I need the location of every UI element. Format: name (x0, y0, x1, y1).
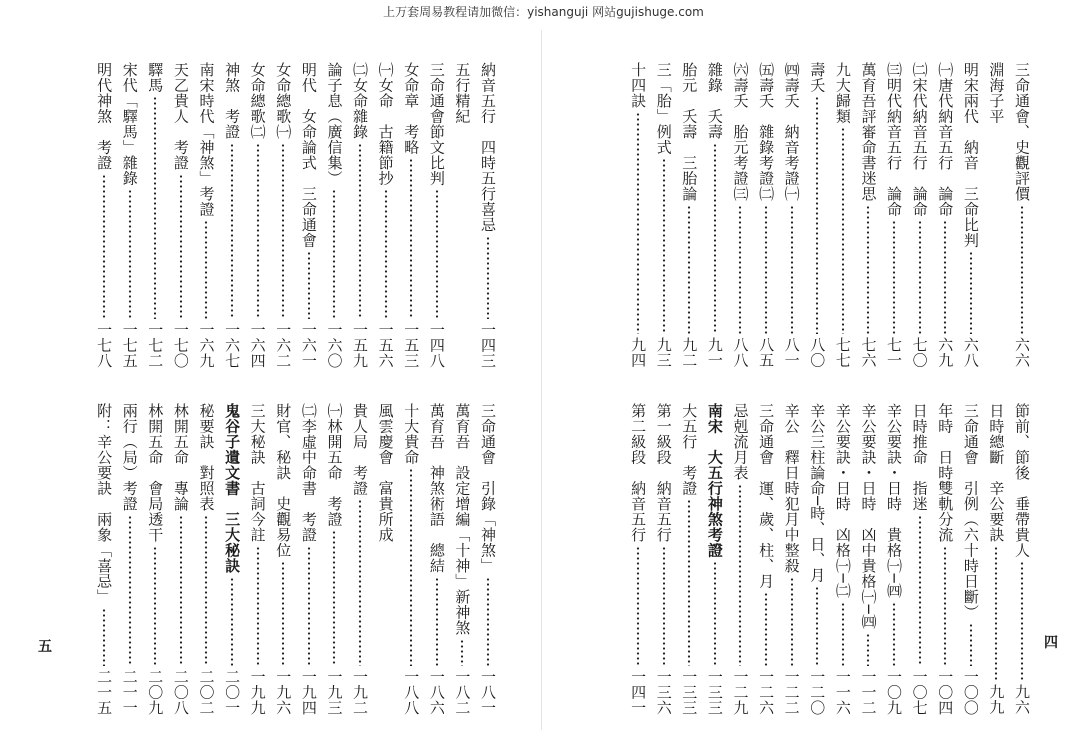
toc-entry-page: 一二〇 (808, 668, 827, 715)
toc-entry (807, 403, 827, 715)
toc-entry-page: 一三三 (705, 668, 724, 715)
dot-leader (679, 205, 699, 335)
toc-entry-title: 林開五命 會局透干 (146, 403, 165, 543)
toc-entry-title: 五行精紀 (453, 62, 472, 124)
toc-entry-page: 六六 (1013, 337, 1031, 368)
toc-entry-title: 辛公要訣・日時 凶中貴格㈠─㈣ (859, 403, 878, 630)
toc-entry-page: 一四三 (479, 321, 497, 368)
toc-entry-page: 一八八 (402, 668, 421, 715)
dot-leader (807, 586, 827, 665)
toc-entry-title: 日時推命 指迷 (910, 403, 929, 512)
toc-entry-title: 明代 女命論式 三命通會 (299, 62, 318, 248)
toc-entry-page: 八八 (731, 337, 750, 368)
toc-entry-title: 明代神煞 考證 (95, 62, 114, 171)
toc-entry (273, 62, 293, 368)
toc-entry (171, 403, 191, 715)
left-page-top-column-group (78, 62, 498, 368)
toc-entry-page: 一三三 (680, 668, 699, 715)
dot-leader (427, 189, 447, 319)
dot-leader (324, 530, 344, 666)
toc-entry-title: 忌剋流月表 (731, 403, 750, 481)
toc-entry-page: 一八一 (479, 668, 497, 715)
toc-entry-title: 財官、秘訣 史觀易位 (274, 403, 293, 558)
toc-entry (935, 62, 955, 368)
dot-leader (730, 205, 750, 335)
toc-entry-page: 七七 (833, 337, 852, 368)
dot-leader (452, 639, 472, 666)
dot-leader (299, 251, 319, 319)
toc-entry (884, 403, 904, 715)
toc-entry-title: 女命章 考略 (402, 62, 421, 155)
toc-entry (478, 62, 498, 368)
toc-entry-page: 一一六 (833, 668, 852, 715)
toc-entry-title: 三命通會 運、歲、柱、月 (757, 403, 776, 589)
dot-leader (833, 602, 853, 666)
toc-entry (833, 62, 853, 368)
toc-entry-title: ㈠女命 古籍節抄 (376, 62, 395, 186)
toc-entry-title: 驛馬 (146, 62, 165, 93)
toc-entry-title: 日時總斷 辛公要訣 (987, 403, 1006, 543)
toc-entry-page: 二一五 (95, 668, 114, 715)
toc-entry (196, 62, 216, 368)
toc-entry (120, 62, 140, 368)
toc-entry-page: 一七五 (120, 321, 139, 368)
dot-leader (910, 515, 930, 666)
toc-entry-title: ㈡宋代納音五行 論命 (910, 62, 929, 217)
dot-leader (858, 633, 878, 666)
toc-entry-title: 十大貴命 (402, 403, 421, 465)
toc-entry-page: 九六 (1013, 684, 1031, 715)
toc-entry-title: 三命通會 引例（六十時日斷） (961, 403, 980, 620)
toc-entry-title: 論子息（廣信集） (325, 62, 344, 186)
toc-entry-page: 一九三 (325, 668, 344, 715)
toc-entry (376, 403, 396, 715)
toc-entry (248, 403, 268, 715)
toc-entry (324, 62, 344, 368)
toc-entry (145, 62, 165, 368)
dot-leader (222, 143, 242, 319)
toc-entry-page: 一四一 (629, 668, 648, 715)
dot-leader (654, 546, 674, 666)
toc-entry-title: ㈢明代納音五行 論命 (885, 62, 904, 217)
toc-entry (679, 62, 699, 368)
toc-entry-page: 七六 (859, 337, 878, 368)
dot-leader (910, 220, 930, 334)
toc-entry-title: ㈡女命雜錄 (351, 62, 370, 140)
toc-entry (910, 403, 930, 715)
toc-entry (145, 403, 165, 715)
toc-entry (628, 62, 648, 368)
toc-entry (171, 62, 191, 368)
dot-leader (1012, 561, 1032, 681)
toc-entry (654, 403, 674, 715)
dot-leader (807, 96, 827, 334)
dot-leader (248, 143, 268, 319)
dot-leader (222, 577, 242, 666)
toc-entry-page: 八一 (782, 337, 801, 368)
toc-entry (273, 403, 293, 715)
dot-leader (705, 143, 725, 335)
right-page-top-column-group (612, 62, 1032, 368)
toc-entry-title: 天乙貴人 考證 (171, 62, 190, 171)
toc-entry-page: 一九六 (274, 668, 293, 715)
toc-entry-page: 一六七 (223, 321, 242, 368)
dot-leader (679, 499, 699, 666)
toc-entry (858, 62, 878, 368)
toc-entry-title: 雜錄 夭壽 (705, 62, 724, 140)
dot-leader (401, 468, 421, 666)
dot-leader (478, 236, 498, 319)
toc-entry-page: 八五 (757, 337, 776, 368)
toc-entry-title: 秘要訣 對照表 (197, 403, 216, 512)
toc-entry-page: 九四 (629, 337, 648, 368)
toc-entry-page: 一六二 (274, 321, 293, 368)
toc-entry-page: 一二六 (757, 668, 776, 715)
toc-entry-page: 二〇九 (146, 668, 165, 715)
toc-entry-page: 一七二 (146, 321, 165, 368)
toc-entry-title: 萬育吾 設定增編「十神」新神煞 (453, 403, 472, 636)
toc-entry (427, 403, 447, 715)
toc-entry (756, 403, 776, 715)
toc-entry (350, 403, 370, 715)
toc-entry-title: 三命通會 引錄「神煞」 (479, 403, 497, 574)
right-page-number: 四 (1044, 635, 1058, 651)
book-spine (541, 30, 542, 730)
toc-entry (935, 403, 955, 715)
toc-entry (807, 62, 827, 368)
dot-leader (427, 577, 447, 666)
toc-entry-title: 風雲慶會 富貴所成 (376, 403, 395, 543)
dot-leader (705, 561, 725, 666)
toc-entry (452, 403, 472, 715)
toc-entry (120, 403, 140, 715)
dot-leader (654, 158, 674, 334)
toc-entry-page: 七一 (885, 337, 904, 368)
toc-entry-title: 兩行（局）考證 (120, 403, 139, 512)
toc-entry-page: 一九二 (351, 668, 370, 715)
toc-entry-title: 神煞 考證 (223, 62, 242, 140)
toc-entry-page: 一七八 (95, 321, 114, 368)
toc-entry-title: 三命通會節文比判 (427, 62, 446, 186)
toc-entry (478, 403, 498, 715)
toc-entry-title: 第二級段 納音五行 (629, 403, 648, 543)
toc-entry-title: 鬼谷子遺文書 三大秘訣 (223, 403, 242, 574)
toc-entry-title: 第一級段 納音五行 (654, 403, 673, 543)
toc-entry (910, 62, 930, 368)
toc-entry (705, 403, 725, 715)
toc-entry (986, 403, 1006, 715)
toc-entry (401, 403, 421, 715)
toc-entry (94, 62, 114, 368)
dot-leader (94, 608, 114, 666)
toc-entry (730, 403, 750, 715)
toc-entry-title: 萬育吾評審命書迷思 (859, 62, 878, 202)
toc-entry-page: 七〇 (910, 337, 929, 368)
dot-leader (935, 220, 955, 334)
toc-entry-page: 一六一 (299, 321, 318, 368)
toc-entry-page: 二〇二 (197, 668, 216, 715)
toc-entry (884, 62, 904, 368)
toc-entry-page: 九二 (680, 337, 699, 368)
toc-entry (628, 403, 648, 715)
toc-entry-page: 一七〇 (171, 321, 190, 368)
toc-entry-page: 一六四 (248, 321, 267, 368)
toc-entry-title: 明宋兩代 納音 三命比判 (961, 62, 980, 248)
dot-leader (628, 112, 648, 335)
toc-entry-page: 一二二 (782, 668, 801, 715)
toc-entry-page: 二〇一 (223, 668, 242, 715)
toc-entry-page: 一二九 (731, 668, 750, 715)
dot-leader (376, 189, 396, 319)
dot-leader (120, 515, 140, 666)
dot-leader (884, 220, 904, 334)
toc-entry-page: 一〇〇 (961, 668, 980, 715)
toc-entry-page: 一九四 (299, 668, 318, 715)
dot-leader (145, 546, 165, 666)
toc-entry-page: 九九 (987, 684, 1006, 715)
toc-entry (299, 62, 319, 368)
toc-entry-title: 女命總歌㈠ (274, 62, 293, 140)
toc-entry-title: 女命總歌㈡ (248, 62, 267, 140)
toc-entry-title: 林開五命 專論 (171, 403, 190, 512)
toc-entry-page: 一八六 (427, 668, 446, 715)
dot-leader (120, 189, 140, 319)
toc-entry (196, 403, 216, 715)
dot-leader (782, 577, 802, 666)
toc-entry-page: 一六〇 (325, 321, 344, 368)
dot-leader (730, 484, 750, 666)
toc-entry (679, 403, 699, 715)
toc-entry-page: 一八二 (453, 668, 472, 715)
toc-entry (961, 62, 981, 368)
dot-leader (782, 205, 802, 335)
toc-entry-title: ㈡李虛中命書 考證 (299, 403, 318, 543)
left-page-number: 五 (38, 639, 52, 655)
left-page-bottom-column-group (78, 403, 498, 715)
toc-entry (299, 403, 319, 715)
toc-entry (222, 403, 242, 715)
toc-entry (324, 403, 344, 715)
toc-entry (730, 62, 750, 368)
toc-entry (376, 62, 396, 368)
dot-leader (196, 515, 216, 666)
dot-leader (324, 189, 344, 319)
toc-entry-page: 一〇四 (936, 668, 955, 715)
toc-entry-page: 九一 (705, 337, 724, 368)
toc-entry (222, 62, 242, 368)
dot-leader (986, 546, 1006, 682)
toc-entry-title: 南宋時代「神煞」考證 (197, 62, 216, 217)
toc-entry (756, 62, 776, 368)
dot-leader (858, 205, 878, 335)
toc-entry-page: 一六九 (197, 321, 216, 368)
toc-entry (858, 403, 878, 715)
dot-leader (145, 96, 165, 319)
toc-entry-page: 六九 (936, 337, 955, 368)
dot-leader (273, 561, 293, 666)
toc-entry-title: 辛公要訣・日時 凶格㈠─㈡ (833, 403, 852, 599)
toc-entry (427, 62, 447, 368)
toc-entry-page: 八〇 (808, 337, 827, 368)
dot-leader (171, 515, 191, 666)
toc-entry-title: 納音五行 四時五行喜忌 (479, 62, 497, 233)
dot-leader (196, 220, 216, 319)
toc-entry (782, 403, 802, 715)
toc-entry-title: ㈠林開五命 考證 (325, 403, 344, 527)
toc-entry-title: ㈣壽夭 納音考證㈠ (782, 62, 801, 202)
toc-entry-title: ㈥壽夭 胎元考證㈢ (731, 62, 750, 202)
toc-entry (986, 62, 1006, 368)
dot-leader (833, 127, 853, 334)
dot-leader (756, 592, 776, 666)
toc-entry-title: 宋代「驛馬」雜錄 (120, 62, 139, 186)
toc-entry (94, 403, 114, 715)
toc-entry-title: 萬育吾 神煞術語 總結 (427, 403, 446, 574)
dot-leader (94, 174, 114, 319)
toc-entry-title: 十四訣 (629, 62, 648, 109)
toc-entry (401, 62, 421, 368)
dot-leader (350, 143, 370, 319)
right-page-bottom-column-group (612, 403, 1032, 715)
dot-leader (171, 174, 191, 319)
toc-entry-title: 貴人局 考證 (351, 403, 370, 496)
toc-entry-title: 九大歸類 (833, 62, 852, 124)
toc-entry-page: 一五三 (402, 321, 421, 368)
toc-entry (452, 62, 472, 368)
toc-entry-page: 一五六 (376, 321, 395, 368)
toc-entry-title: 辛公三柱論命─時、日、月 (808, 403, 827, 584)
toc-entry-page: 一五九 (351, 321, 370, 368)
toc-entry-title: 附：辛公要訣 兩象「喜忌」 (95, 403, 114, 605)
toc-entry-title: 三「胎」例式 (654, 62, 673, 155)
toc-entry-title: 三命通會、史觀評價 (1013, 62, 1031, 202)
dot-leader (350, 499, 370, 666)
toc-entry (961, 403, 981, 715)
dot-leader (884, 602, 904, 666)
dot-leader (935, 546, 955, 666)
toc-entry-title: 節前、節後 垂帶貴人 (1013, 403, 1031, 558)
toc-entry (1012, 403, 1032, 715)
toc-entry-title: 辛公要訣・日時 貴格㈠─㈣ (885, 403, 904, 599)
toc-entry-title: ㈠唐代納音五行 論命 (936, 62, 955, 217)
toc-entry (248, 62, 268, 368)
toc-entry-title: 大五行 考證 (680, 403, 699, 496)
toc-entry-title: 胎元 夭壽 三胎論 (680, 62, 699, 202)
toc-entry (350, 62, 370, 368)
dot-leader (478, 577, 498, 666)
toc-entry-page: 二一一 (120, 668, 139, 715)
dot-leader (961, 623, 981, 666)
toc-entry (1012, 62, 1032, 368)
toc-entry (833, 403, 853, 715)
dot-leader (299, 546, 319, 666)
toc-entry-page: 六八 (961, 337, 980, 368)
dot-leader (756, 205, 776, 335)
toc-entry-page: 二〇八 (171, 668, 190, 715)
toc-entry-title: 三大秘訣 古詞今註 (248, 403, 267, 543)
toc-entry-title: 南宋 大五行神煞考證 (705, 403, 724, 558)
dot-leader (273, 143, 293, 319)
toc-entry-title: 年時 日時雙軌分流 (936, 403, 955, 543)
toc-entry (705, 62, 725, 368)
toc-entry-title: 淵海子平 (987, 62, 1006, 124)
toc-entry-page: 一三六 (654, 668, 673, 715)
dot-leader (628, 546, 648, 666)
toc-entry-title: 壽夭 (808, 62, 827, 93)
toc-entry-page: 一一二 (859, 668, 878, 715)
dot-leader (248, 546, 268, 666)
watermark: 上万套周易教程请加微信：yishanguji 网站gujishuge.com (383, 5, 704, 19)
toc-entry-title: ㈤壽夭 雜錄考證㈡ (757, 62, 776, 202)
toc-entry (654, 62, 674, 368)
toc-entry-title: 辛公 釋日時犯月中整殺 (782, 403, 801, 574)
toc-entry-page: 一〇九 (885, 668, 904, 715)
toc-entry (782, 62, 802, 368)
dot-leader (401, 158, 421, 319)
dot-leader (1012, 205, 1032, 335)
toc-entry-page: 一四八 (427, 321, 446, 368)
toc-entry-page: 一〇七 (910, 668, 929, 715)
toc-entry-page: 九三 (654, 337, 673, 368)
dot-leader (961, 251, 981, 334)
toc-entry-page: 一九九 (248, 668, 267, 715)
